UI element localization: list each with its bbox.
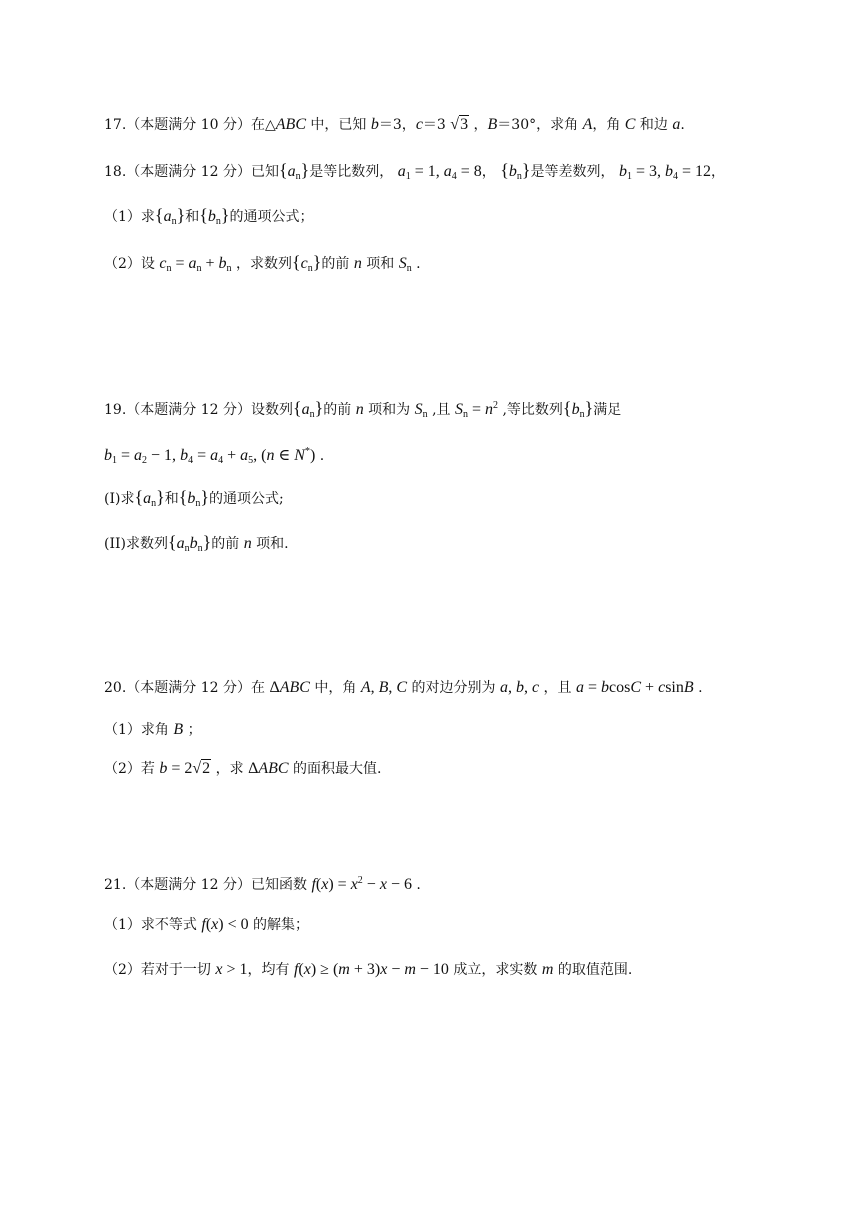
problem-text: 在 ΔABC 中，角 A, B, C 的对边分别为 a, b, c ，且 a = bcosC + csinB . <box>250 679 703 696</box>
problem-21-part-1: （1）求不等式 f(x) < 0 的解集； <box>104 916 310 933</box>
problem-number: 19. <box>104 402 127 418</box>
problem-text: 已知函数 $f(x) = x^2 - x - 6$ . <box>250 875 421 893</box>
problem-19-part-1: (I)求$\{a_n\}$和$\{b_n\}$的通项公式; <box>104 487 284 509</box>
problem-score-tag: （本题满分 10 分） <box>126 117 251 133</box>
problem-20-part-1: （1）求角 B ； <box>104 721 202 738</box>
problem-number: 17. <box>104 117 127 133</box>
problem-19-condition: $b_1 = a_2 - 1$, $b_4 = a_4 + a_5$, (n ∈ N*) . <box>104 446 325 466</box>
problem-number: 20. <box>104 680 127 696</box>
problem-18-part-1: （1）求$\{a_n\}$和$\{b_n\}$的通项公式； <box>104 205 314 227</box>
problem-score-tag: （本题满分 12 分） <box>126 164 251 180</box>
problem-21 <box>104 871 421 895</box>
problem-text: 设数列$\{a_n\}$的前 n 项和为 $S_n$ ,且 $S_n = n^2$ ,等比数列$\{b_n\}$满足 <box>250 398 622 420</box>
problem-19 <box>104 396 621 425</box>
problem-18 <box>104 160 725 187</box>
problem-17 <box>104 115 685 135</box>
problem-number: 18. <box>104 164 127 180</box>
problem-18-part-2: （2）设 $c_n = a_n + b_n$ ，求数列$\{c_n\}$的前 n 项和 $S_n$ . <box>104 252 421 274</box>
problem-20-part-2: （2）若 b = 2√2 ，求 ΔABC 的面积最大值. <box>104 760 382 777</box>
problem-score-tag: （本题满分 12 分） <box>126 402 251 418</box>
problem-number: 21. <box>104 877 127 893</box>
problem-20 <box>104 678 703 698</box>
problem-19-part-2: (II)求数列$\{a_nb_n\}$的前 n 项和. <box>104 532 289 554</box>
problem-score-tag: （本题满分 12 分） <box>126 877 251 893</box>
problem-score-tag: （本题满分 12 分） <box>126 680 251 696</box>
problem-text: 在△ABC 中，已知 b＝3，c＝3 √3 ，B＝30°，求角 A，角 C 和边 a. <box>250 116 685 133</box>
problem-text: 已知$\{a_n\}$是等比数列， $a_1 = 1$, $a_4 = 8$， $\{b_n\}$是等差数列， $b_1 = 3$, $b_4 = 12$， <box>250 160 726 182</box>
problem-21-part-2: （2）若对于一切 x > 1，均有 f(x) ≥ (m + 3)x − m − 10 成立，求实数 m 的取值范围. <box>104 961 633 978</box>
